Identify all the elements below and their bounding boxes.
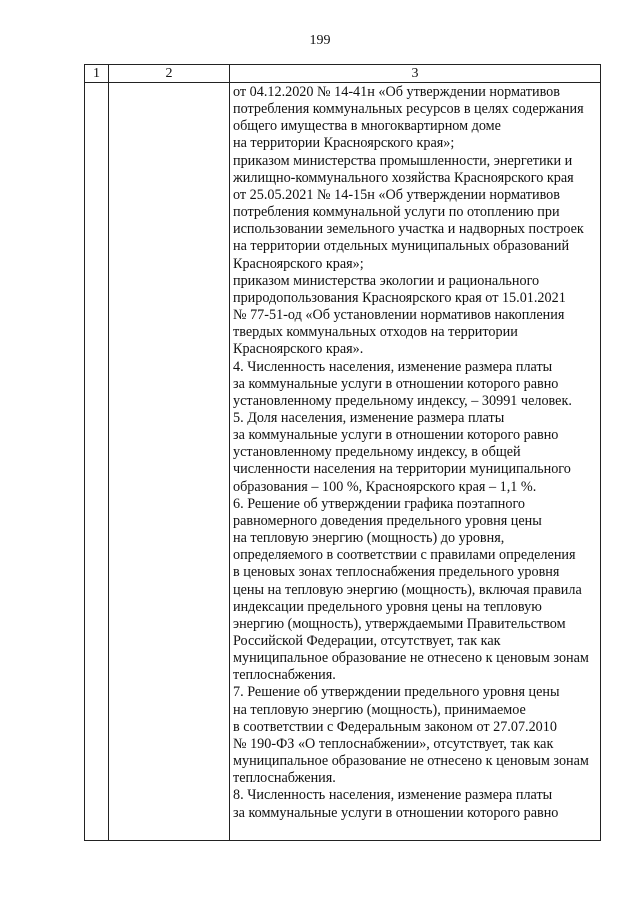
- text-line: на тепловую энергию (мощность) до уровня,: [233, 530, 505, 547]
- text-line: образования – 100 %, Красноярского края – 1,1 %.: [233, 478, 537, 495]
- text-line: Красноярского края».: [233, 341, 364, 358]
- text-line: от 25.05.2021 № 14-15н «Об утверждении нормативов: [233, 186, 560, 203]
- column-1-cell: [85, 83, 109, 841]
- column-header-1: 1: [85, 65, 109, 83]
- text-line: потребления коммунальных ресурсов в целях содержания: [233, 101, 584, 118]
- table-header-row: [85, 65, 601, 83]
- text-line: Российской Федерации, отсутствует, так как: [233, 633, 501, 649]
- column-3-cell: [230, 83, 601, 841]
- text-line: 7. Решение об утверждении предельного уровня цены: [233, 684, 560, 701]
- text-line: природопользования Красноярского края от 15.01.2021: [233, 289, 566, 306]
- text-line: № 190-ФЗ «О теплоснабжении», отсутствует, так как: [233, 735, 554, 752]
- text-line: № 77-51-од «Об установлении нормативов накопления: [233, 307, 565, 324]
- text-line: равномерного доведения предельного уровня цены: [233, 512, 542, 529]
- text-line: муниципальное образование не отнесено к ценовым зонам: [233, 753, 589, 770]
- text-line: теплоснабжения.: [233, 770, 336, 787]
- text-line: энергию (мощность), утверждаемыми Правительством: [233, 615, 566, 632]
- page-number: 199: [309, 33, 331, 48]
- text-line: приказом министерства промышленности, энергетики и: [233, 152, 573, 169]
- text-line: 6. Решение об утверждении графика поэтапного: [233, 495, 526, 512]
- text-line: 5. Доля населения, изменение размера платы: [233, 409, 505, 426]
- text-line: жилищно-коммунального хозяйства Красноярского края: [233, 169, 574, 186]
- text-line: за коммунальные услуги в отношении которого равно: [233, 427, 559, 444]
- text-line: на тепловую энергию (мощность), принимаемое: [233, 701, 526, 718]
- text-line: общего имущества в многоквартирном доме: [233, 118, 501, 135]
- text-line: за коммунальные услуги в отношении которого равно: [233, 804, 559, 821]
- document-table: [84, 64, 601, 841]
- text-line: за коммунальные услуги в отношении которого равно: [233, 375, 559, 392]
- text-line: от 04.12.2020 № 14-41н «Об утверждении нормативов: [233, 84, 560, 100]
- text-line: 4. Численность населения, изменение размера платы: [233, 358, 553, 375]
- text-line: Красноярского края»;: [233, 255, 364, 272]
- text-line: определяемого в соответствии с правилами определения: [233, 547, 576, 564]
- text-line: 8. Численность населения, изменение размера платы: [233, 787, 553, 804]
- text-line: цены на тепловую энергию (мощность), включая правила: [233, 581, 582, 598]
- text-line: теплоснабжения.: [233, 667, 336, 684]
- text-line: установленному предельному индексу, в общей: [233, 444, 521, 461]
- text-line: использовании земельного участка и надворных построек: [233, 221, 584, 238]
- column-header-3: 3: [230, 65, 601, 83]
- text-line: индексации предельного уровня цены на тепловую: [233, 598, 542, 615]
- table-row: [85, 83, 601, 841]
- text-line: твердых коммунальных отходов на территории: [233, 324, 518, 341]
- text-line: муниципальное образование не отнесено к ценовым зонам: [233, 650, 589, 667]
- text-line: приказом министерства экологии и рационального: [233, 272, 540, 289]
- text-line: установленному предельному индексу, – 30991 человек.: [233, 392, 572, 409]
- column-header-2: 2: [109, 65, 230, 83]
- text-line: на территории Красноярского края»;: [233, 135, 455, 152]
- text-line: на территории отдельных муниципальных образований: [233, 238, 570, 255]
- text-line: в соответствии с Федеральным законом от 27.07.2010: [233, 718, 557, 735]
- column-2-cell: [109, 83, 230, 841]
- text-line: в ценовых зонах теплоснабжения предельного уровня: [233, 564, 560, 581]
- text-line: потребления коммунальной услуги по отоплению при: [233, 204, 560, 221]
- text-line: численности населения на территории муниципального: [233, 461, 571, 478]
